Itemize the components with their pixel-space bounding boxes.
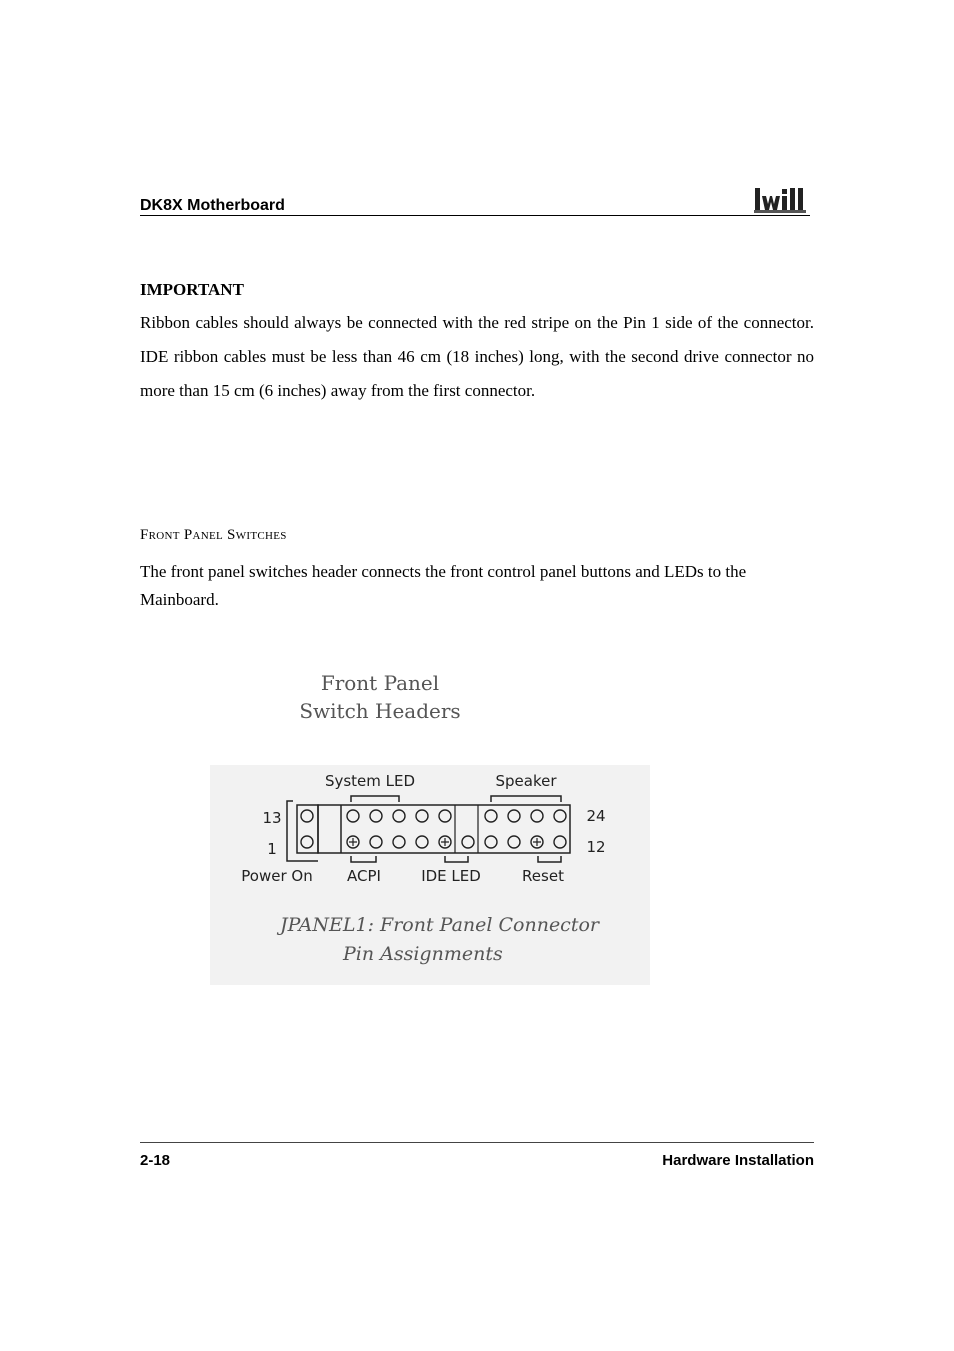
front-panel-figure xyxy=(210,660,650,985)
pin-13-label: 13 xyxy=(262,809,282,827)
pin-1-label: 1 xyxy=(267,840,277,858)
footer-page-number: 2-18 xyxy=(140,1152,171,1169)
header-title: DK8X Motherboard xyxy=(140,197,285,214)
pin-24-label: 24 xyxy=(586,807,606,825)
ide-led-label: IDE LED xyxy=(421,867,481,885)
speaker-label: Speaker xyxy=(495,772,557,790)
footer-section-title: Hardware Installation xyxy=(662,1152,814,1169)
power-on-label: Power On xyxy=(241,867,313,885)
caption-line1: JPANEL1: Front Panel Connector xyxy=(280,914,599,936)
pin-12-label: 12 xyxy=(586,838,606,856)
front-panel-diagram xyxy=(210,660,650,985)
figure-title-line1: Front Panel xyxy=(320,671,440,695)
footer-rule xyxy=(140,1142,814,1143)
caption-line2: Pin Assignments xyxy=(343,943,503,965)
section-paragraph: The front panel switches header connects the front control panel buttons and LEDs to the Mainboard. xyxy=(140,562,747,609)
important-paragraph: Ribbon cables should always be connected with the red stripe on the Pin 1 side of the connector. IDE ribbon cables must be less than 46 cm (18 inches) long, with the second drive connector no more than 15 cm (6 inches) away from the first connector. xyxy=(140,313,814,400)
figure-title-line2: Switch Headers xyxy=(299,699,461,723)
important-heading: IMPORTANT xyxy=(140,280,244,299)
acpi-label: ACPI xyxy=(347,867,381,885)
system-led-label: System LED xyxy=(324,772,416,790)
brand-logo xyxy=(754,184,810,214)
reset-label: Reset xyxy=(522,867,564,885)
header-rule xyxy=(140,215,810,216)
section-heading: Front Panel Switches xyxy=(140,527,287,543)
